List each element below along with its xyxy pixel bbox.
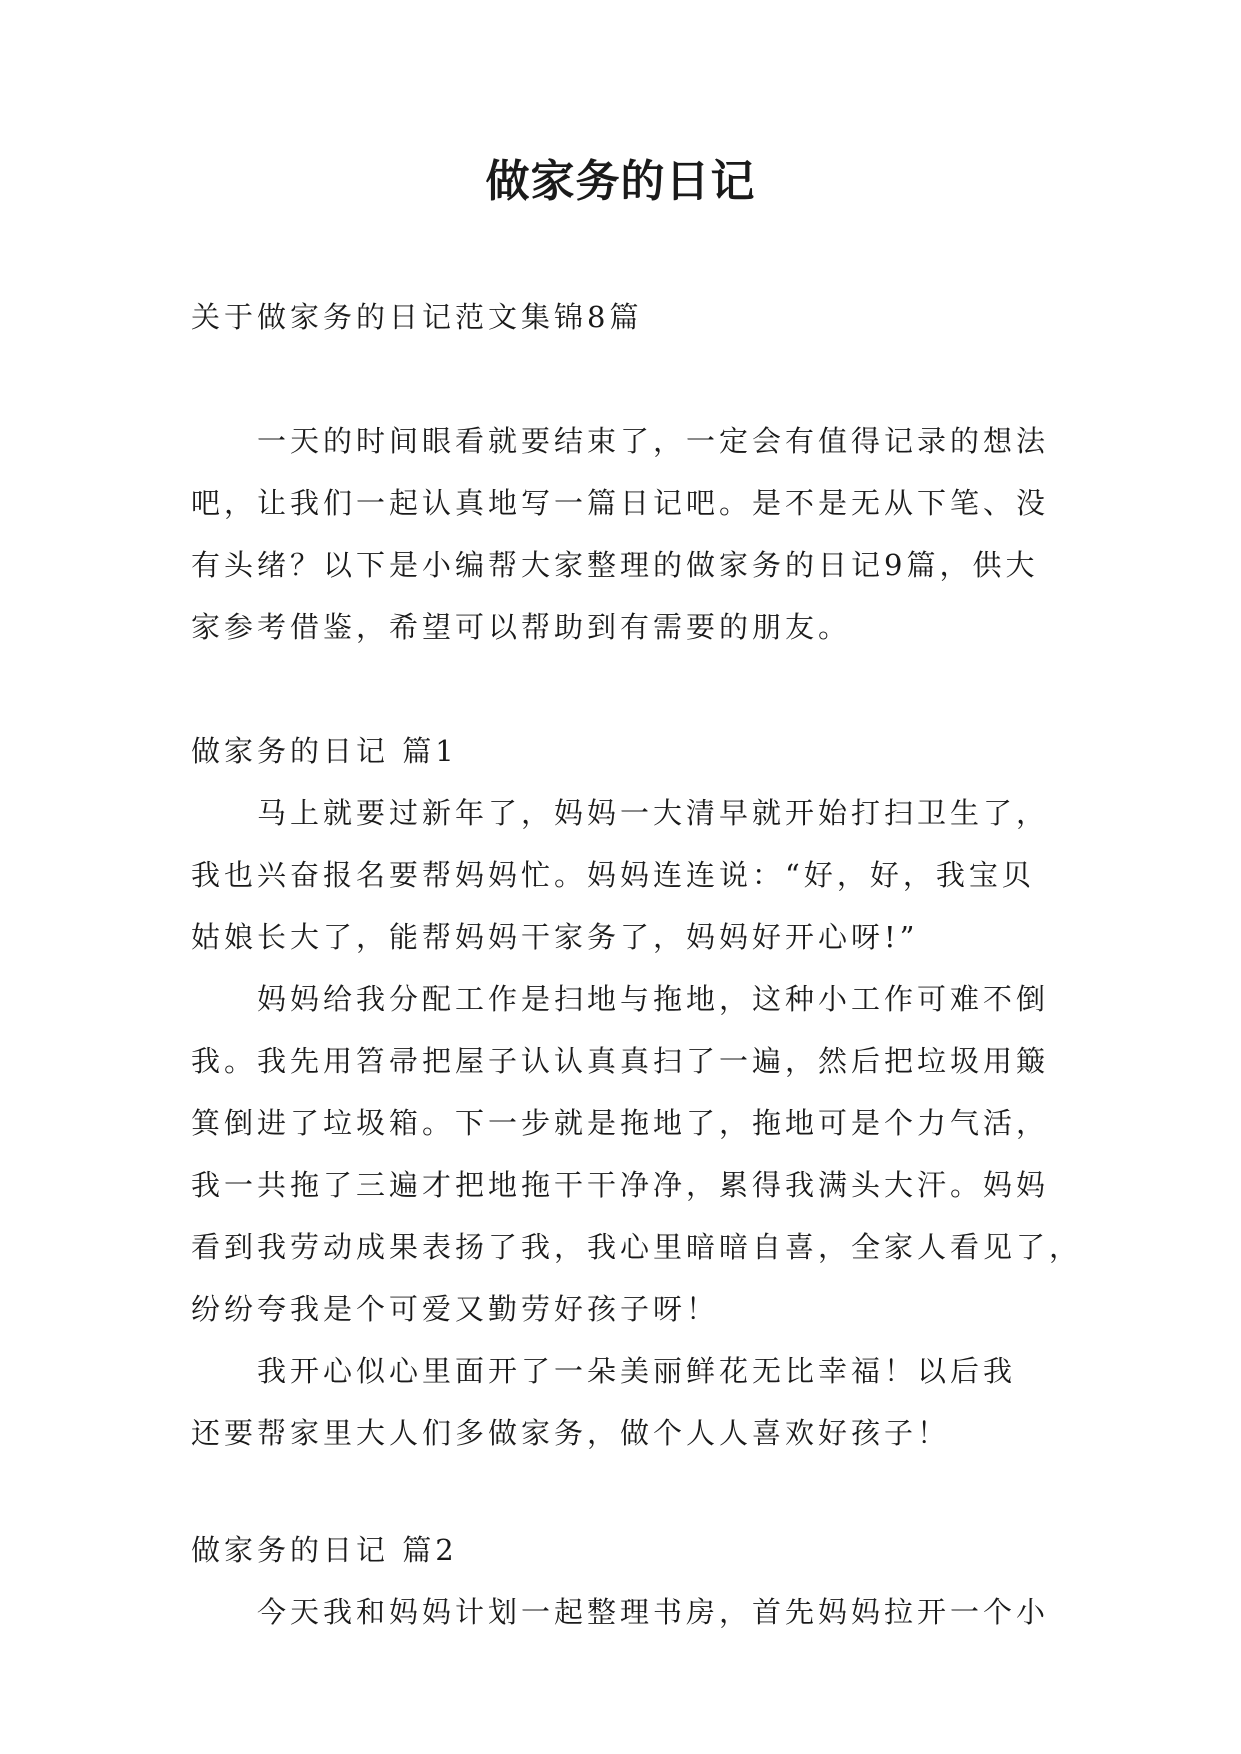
paragraph-line: 今天我和妈妈计划一起整理书房，首先妈妈拉开一个小 <box>191 1595 1050 1629</box>
paragraph-line: 看到我劳动成果表扬了我，我心里暗暗自喜，全家人看见了， <box>191 1230 1083 1264</box>
paragraph-line: 我也兴奋报名要帮妈妈忙。妈妈连连说：“好，好，我宝贝 <box>191 858 1035 892</box>
paragraph-line: 马上就要过新年了，妈妈一大清早就开始打扫卫生了， <box>191 796 1050 830</box>
intro-line: 吧，让我们一起认真地写一篇日记吧。是不是无从下笔、没 <box>191 486 1050 520</box>
paragraph-line: 我。我先用笤帚把屋子认认真真扫了一遍，然后把垃圾用簸 <box>191 1044 1050 1078</box>
document-title: 做家务的日记 <box>485 156 756 207</box>
section-heading: 做家务的日记 篇1 <box>191 734 458 768</box>
spacer <box>191 658 1061 720</box>
document-subtitle: 关于做家务的日记范文集锦8篇 <box>191 300 643 334</box>
paragraph-line: 还要帮家里大人们多做家务，做个人人喜欢好孩子！ <box>191 1416 951 1450</box>
document-body <box>191 286 1083 1643</box>
paragraph-line: 我开心似心里面开了一朵美丽鲜花无比幸福！以后我 <box>191 1354 1017 1388</box>
section-heading: 做家务的日记 篇2 <box>191 1533 458 1567</box>
paragraph-line: 姑娘长大了，能帮妈妈干家务了，妈妈好开心呀!” <box>191 920 919 954</box>
intro-line: 有头绪？以下是小编帮大家整理的做家务的日记9篇，供大 <box>191 548 1039 582</box>
spacer <box>191 348 1061 410</box>
paragraph-line: 箕倒进了垃圾箱。下一步就是拖地了，拖地可是个力气活， <box>191 1106 1050 1140</box>
paragraph-line: 纷纷夸我是个可爱又勤劳好孩子呀！ <box>191 1292 720 1326</box>
paragraph-line: 我一共拖了三遍才把地拖干干净净，累得我满头大汗。妈妈 <box>191 1168 1050 1202</box>
paragraph-line: 妈妈给我分配工作是扫地与拖地，这种小工作可难不倒 <box>191 982 1050 1016</box>
intro-line: 家参考借鉴，希望可以帮助到有需要的朋友。 <box>191 610 852 644</box>
spacer <box>191 1464 1061 1519</box>
intro-line: 一天的时间眼看就要结束了，一定会有值得记录的想法 <box>191 424 1050 458</box>
